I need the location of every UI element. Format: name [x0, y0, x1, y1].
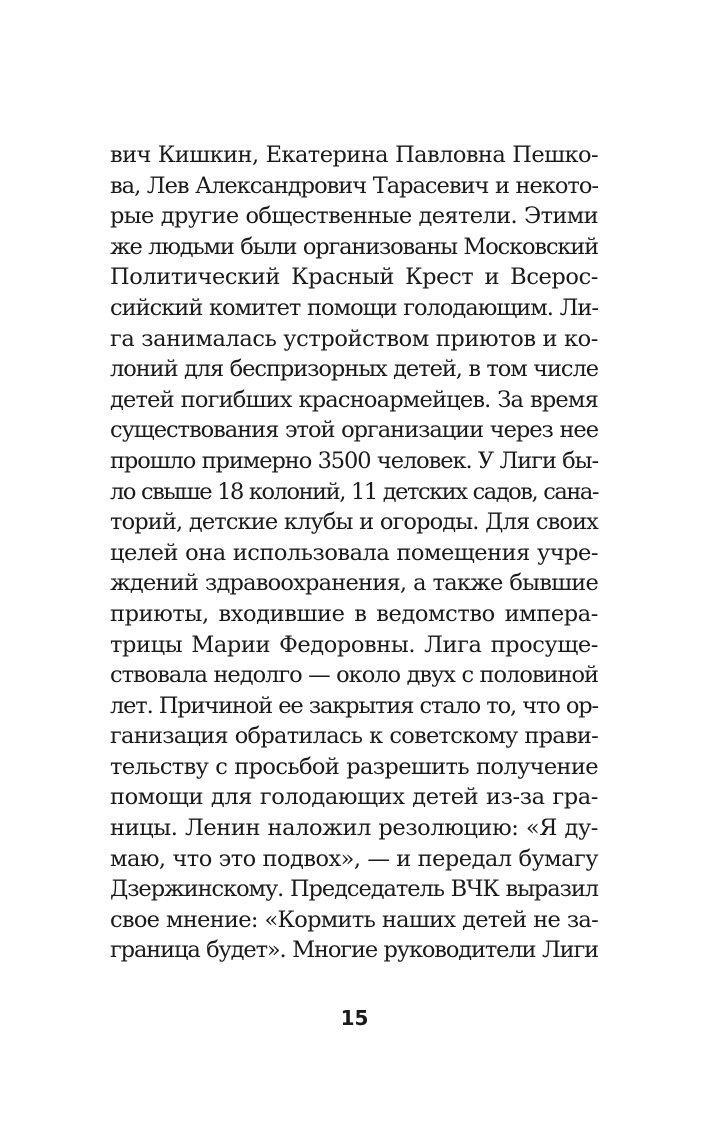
text-line: существования этой организации через нее — [110, 417, 598, 444]
text-line: торий, детские клубы и огороды. Для своих — [110, 509, 598, 536]
text-line: тельству с просьбой разрешить получение — [110, 753, 598, 780]
text-line: ганизация обратилась к советскому прави- — [110, 723, 598, 750]
text-line: сийский комитет помощи голодающим. Ли- — [110, 294, 598, 321]
text-line: ва, Лев Александрович Тарасевич и некото- — [110, 172, 598, 199]
text-line: же людьми были организованы Московский — [110, 233, 598, 260]
text-line: граница будет». Многие руководители Лиги — [110, 937, 598, 964]
text-line: ствовала недолго — около двух с половиной — [110, 662, 598, 689]
page-number: 15 — [340, 1006, 369, 1030]
text-line: рые другие общественные деятели. Этими — [110, 203, 598, 230]
text-line: целей она использовала помещения учре- — [110, 539, 598, 566]
text-line: Дзержинскому. Председатель ВЧК выразил — [110, 876, 598, 903]
text-line: свое мнение: «Кормить наших детей не за- — [110, 906, 598, 933]
text-line: лоний для беспризорных детей, в том числе — [110, 356, 598, 383]
text-line: ло свыше 18 колоний, 11 детских садов, сана- — [110, 478, 598, 505]
text-line: Политический Красный Крест и Всерос- — [110, 264, 598, 291]
text-line: ницы. Ленин наложил резолюцию: «Я ду- — [110, 815, 598, 842]
text-line: лет. Причиной ее закрытия стало то, что ор- — [110, 692, 598, 719]
text-line: помощи для голодающих детей из-за гра- — [110, 784, 598, 811]
text-line: приюты, входившие в ведомство импера- — [110, 600, 598, 627]
text-line: детей погибших красноармейцев. За время — [110, 386, 598, 413]
text-line: га занималась устройством приютов и ко- — [110, 325, 598, 352]
text-line: маю, что это подвох», — и передал бумагу — [110, 845, 598, 872]
text-line: вич Кишкин, Екатерина Павловна Пешко- — [110, 142, 598, 168]
text-line: трицы Марии Федоровны. Лига просуще- — [110, 631, 598, 658]
text-line: ждений здравоохранения, а также бывшие — [110, 570, 598, 597]
body-text — [110, 140, 598, 966]
text-line: прошло примерно 3500 человек. У Лиги бы- — [110, 447, 598, 474]
